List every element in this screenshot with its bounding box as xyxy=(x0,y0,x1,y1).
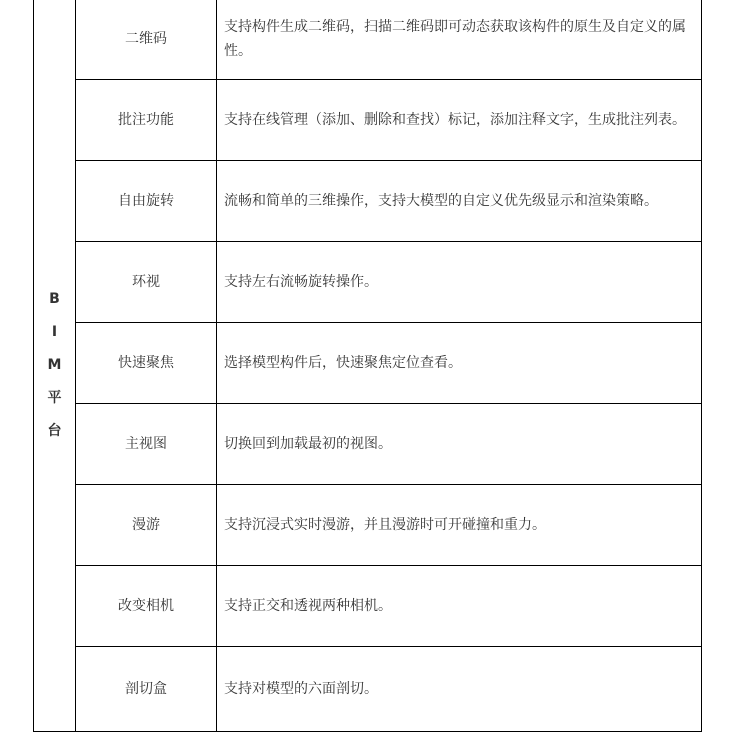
feature-description-cell: 支持沉浸式实时漫游，并且漫游时可开碰撞和重力。 xyxy=(217,485,702,566)
table-row xyxy=(34,485,702,566)
table-row xyxy=(34,404,702,485)
table-row xyxy=(34,647,702,732)
feature-table-container xyxy=(33,0,701,732)
feature-description-cell: 支持正交和透视两种相机。 xyxy=(217,566,702,647)
feature-name-cell: 批注功能 xyxy=(76,80,217,161)
group-label-char: I xyxy=(51,323,58,340)
table-row xyxy=(34,161,702,242)
feature-table xyxy=(33,0,702,732)
feature-name-cell: 剖切盒 xyxy=(76,647,217,732)
feature-name-cell: 二维码 xyxy=(76,0,217,80)
group-label-char: B xyxy=(49,290,60,307)
feature-description-cell: 选择模型构件后，快速聚焦定位查看。 xyxy=(217,323,702,404)
group-label-char: 平 xyxy=(47,389,62,406)
feature-description-cell: 支持在线管理（添加、删除和查找）标记，添加注释文字，生成批注列表。 xyxy=(217,80,702,161)
table-row xyxy=(34,242,702,323)
group-label-char: M xyxy=(47,356,62,373)
feature-description-cell: 流畅和简单的三维操作，支持大模型的自定义优先级显示和渲染策略。 xyxy=(217,161,702,242)
feature-description-cell: 支持左右流畅旋转操作。 xyxy=(217,242,702,323)
feature-name-cell: 主视图 xyxy=(76,404,217,485)
group-label-char: 台 xyxy=(47,422,62,439)
feature-name-cell: 环视 xyxy=(76,242,217,323)
feature-name-cell: 漫游 xyxy=(76,485,217,566)
feature-description-cell: 支持构件生成二维码，扫描二维码即可动态获取该构件的原生及自定义的属性。 xyxy=(217,0,702,80)
table-row xyxy=(34,566,702,647)
table-row xyxy=(34,0,702,80)
table-row xyxy=(34,80,702,161)
feature-description-cell: 切换回到加载最初的视图。 xyxy=(217,404,702,485)
feature-description-cell: 支持对模型的六面剖切。 xyxy=(217,647,702,732)
group-label-cell xyxy=(34,0,76,732)
feature-name-cell: 改变相机 xyxy=(76,566,217,647)
feature-name-cell: 自由旋转 xyxy=(76,161,217,242)
feature-name-cell: 快速聚焦 xyxy=(76,323,217,404)
table-row xyxy=(34,323,702,404)
